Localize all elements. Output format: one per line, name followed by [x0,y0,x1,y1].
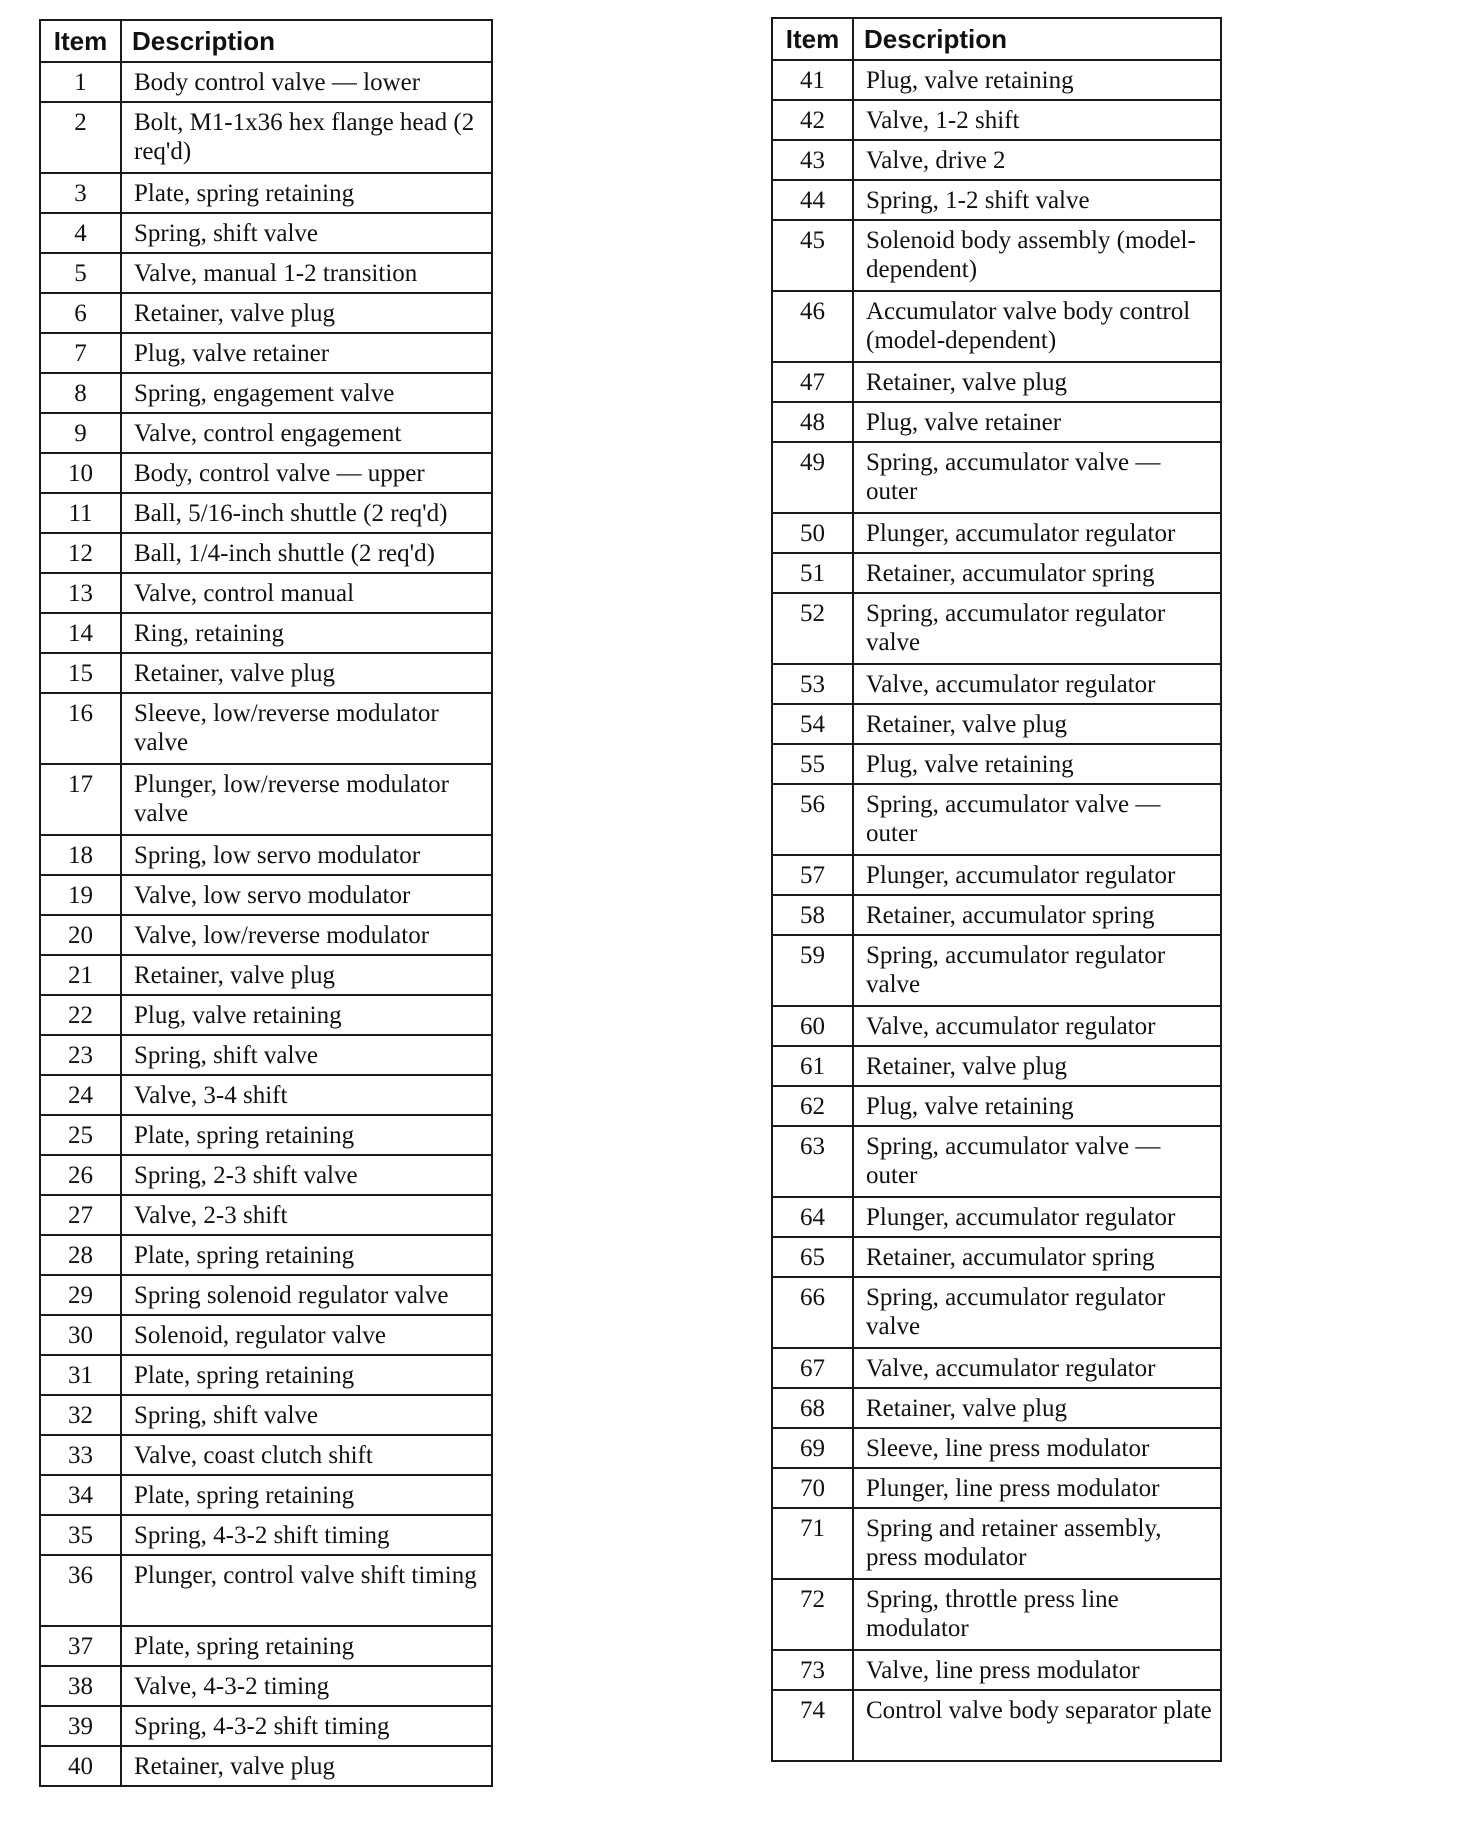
item-number: 8 [40,373,121,413]
item-description: Plunger, accumulator regulator [853,513,1221,553]
item-number: 48 [772,402,853,442]
table-row [772,1579,1221,1650]
item-number: 19 [40,875,121,915]
item-number: 23 [40,1035,121,1075]
table-row [40,835,492,875]
table-row [40,373,492,413]
item-description: Sleeve, low/reverse modulator valve [121,693,492,764]
table-row [40,453,492,493]
item-number: 54 [772,704,853,744]
item-description: Plate, spring retaining [121,1626,492,1666]
item-number: 67 [772,1348,853,1388]
item-description: Plate, spring retaining [121,1355,492,1395]
item-number: 33 [40,1435,121,1475]
item-number: 59 [772,935,853,1006]
item-number: 2 [40,102,121,173]
table-row [40,1395,492,1435]
table-row [40,1155,492,1195]
item-number: 56 [772,784,853,855]
table-row [40,653,492,693]
item-number: 38 [40,1666,121,1706]
item-number: 14 [40,613,121,653]
table-row [40,915,492,955]
item-number: 12 [40,533,121,573]
item-description: Spring, 1-2 shift valve [853,180,1221,220]
item-number: 63 [772,1126,853,1197]
table-row [772,1388,1221,1428]
item-number: 47 [772,362,853,402]
item-number: 9 [40,413,121,453]
table-row [40,1115,492,1155]
item-description: Spring and retainer assembly, press modulator [853,1508,1221,1579]
item-description: Valve, 1-2 shift [853,100,1221,140]
item-description: Spring, accumulator valve — outer [853,442,1221,513]
item-description: Retainer, valve plug [853,704,1221,744]
item-number: 40 [40,1746,121,1786]
item-description: Plate, spring retaining [121,1115,492,1155]
item-description: Sleeve, line press modulator [853,1428,1221,1468]
item-description: Valve, accumulator regulator [853,1348,1221,1388]
item-description: Ring, retaining [121,613,492,653]
item-number: 69 [772,1428,853,1468]
item-number: 24 [40,1075,121,1115]
item-description: Spring, accumulator regulator valve [853,593,1221,664]
item-description: Retainer, valve plug [121,1746,492,1786]
table-row [40,173,492,213]
item-description: Spring, 2-3 shift valve [121,1155,492,1195]
item-description: Retainer, accumulator spring [853,1237,1221,1277]
table-row [40,613,492,653]
table-row [40,764,492,835]
item-number: 58 [772,895,853,935]
table-row [40,1555,492,1626]
item-description: Plate, spring retaining [121,173,492,213]
item-description: Body control valve — lower [121,62,492,102]
table-row [772,402,1221,442]
item-number: 70 [772,1468,853,1508]
item-description: Spring, accumulator regulator valve [853,1277,1221,1348]
item-number: 25 [40,1115,121,1155]
item-description: Valve, control manual [121,573,492,613]
item-description: Spring solenoid regulator valve [121,1275,492,1315]
table-row [40,1315,492,1355]
item-description: Solenoid, regulator valve [121,1315,492,1355]
item-number: 68 [772,1388,853,1428]
item-description: Valve, coast clutch shift [121,1435,492,1475]
table-row [772,140,1221,180]
table-row [40,293,492,333]
item-description: Plunger, accumulator regulator [853,1197,1221,1237]
table-row [40,955,492,995]
table-row [40,413,492,453]
item-column-header: Item [772,18,853,60]
item-number: 55 [772,744,853,784]
item-description: Plunger, low/reverse modulator valve [121,764,492,835]
item-description: Valve, low servo modulator [121,875,492,915]
item-number: 28 [40,1235,121,1275]
item-number: 37 [40,1626,121,1666]
item-description: Plunger, accumulator regulator [853,855,1221,895]
table-row [772,704,1221,744]
table-row [40,1746,492,1786]
table-row [40,1475,492,1515]
table-row [772,895,1221,935]
item-number: 42 [772,100,853,140]
item-number: 46 [772,291,853,362]
table-row [772,1237,1221,1277]
item-number: 61 [772,1046,853,1086]
table-row [772,1277,1221,1348]
table-row [40,995,492,1035]
item-number: 13 [40,573,121,613]
item-description: Valve, control engagement [121,413,492,453]
table-row [772,1650,1221,1690]
table-row [40,213,492,253]
item-description: Spring, 4-3-2 shift timing [121,1515,492,1555]
item-description: Spring, low servo modulator [121,835,492,875]
table-row [772,1690,1221,1761]
table-row [772,1046,1221,1086]
item-description: Body, control valve — upper [121,453,492,493]
item-number: 39 [40,1706,121,1746]
table-row [40,693,492,764]
item-description: Valve, low/reverse modulator [121,915,492,955]
table-row [772,220,1221,291]
table-row [772,60,1221,100]
table-row [40,333,492,373]
table-row [40,875,492,915]
item-number: 26 [40,1155,121,1195]
parts-table-left [39,19,493,1787]
item-number: 29 [40,1275,121,1315]
item-description: Valve, 3-4 shift [121,1075,492,1115]
table-row [772,553,1221,593]
description-column-header: Description [121,20,492,62]
item-description: Spring, shift valve [121,1395,492,1435]
table-row [772,593,1221,664]
item-number: 10 [40,453,121,493]
item-description: Solenoid body assembly (model-dependent) [853,220,1221,291]
item-number: 21 [40,955,121,995]
item-description: Plug, valve retaining [853,60,1221,100]
item-description: Control valve body separator plate [853,1690,1221,1761]
table-row [772,1086,1221,1126]
item-description: Plug, valve retainer [121,333,492,373]
item-number: 65 [772,1237,853,1277]
table-row [772,1468,1221,1508]
item-description: Retainer, valve plug [121,653,492,693]
item-description: Retainer, valve plug [853,362,1221,402]
item-number: 57 [772,855,853,895]
item-column-header: Item [40,20,121,62]
table-header-row [40,20,492,62]
item-description: Spring, 4-3-2 shift timing [121,1706,492,1746]
item-description: Spring, throttle press line modulator [853,1579,1221,1650]
item-number: 52 [772,593,853,664]
item-number: 17 [40,764,121,835]
item-number: 32 [40,1395,121,1435]
description-column-header: Description [853,18,1221,60]
table-row [40,1706,492,1746]
table-row [40,1515,492,1555]
table-row [40,1435,492,1475]
table-header-row [772,18,1221,60]
table-row [772,180,1221,220]
item-number: 50 [772,513,853,553]
item-number: 36 [40,1555,121,1626]
item-description: Spring, shift valve [121,213,492,253]
item-description: Spring, accumulator valve — outer [853,1126,1221,1197]
item-number: 43 [772,140,853,180]
item-description: Spring, shift valve [121,1035,492,1075]
item-description: Plug, valve retaining [121,995,492,1035]
table-row [772,1348,1221,1388]
item-description: Valve, drive 2 [853,140,1221,180]
table-row [772,784,1221,855]
table-row [40,1195,492,1235]
item-number: 22 [40,995,121,1035]
item-number: 15 [40,653,121,693]
table-row [40,62,492,102]
item-description: Plate, spring retaining [121,1475,492,1515]
item-number: 34 [40,1475,121,1515]
item-number: 53 [772,664,853,704]
item-number: 18 [40,835,121,875]
table-row [40,1235,492,1275]
item-number: 3 [40,173,121,213]
table-row [40,1355,492,1395]
table-row [772,744,1221,784]
item-description: Valve, 4-3-2 timing [121,1666,492,1706]
item-description: Plate, spring retaining [121,1235,492,1275]
item-number: 4 [40,213,121,253]
item-description: Valve, 2-3 shift [121,1195,492,1235]
item-number: 66 [772,1277,853,1348]
table-row [40,533,492,573]
item-number: 41 [772,60,853,100]
table-row [40,253,492,293]
parts-table-right [771,17,1222,1762]
table-row [40,102,492,173]
item-number: 64 [772,1197,853,1237]
item-description: Plunger, control valve shift timing [121,1555,492,1626]
item-number: 44 [772,180,853,220]
item-number: 35 [40,1515,121,1555]
item-number: 6 [40,293,121,333]
item-number: 62 [772,1086,853,1126]
item-description: Valve, manual 1-2 transition [121,253,492,293]
item-description: Retainer, accumulator spring [853,553,1221,593]
item-description: Retainer, valve plug [121,955,492,995]
item-description: Ball, 1/4-inch shuttle (2 req'd) [121,533,492,573]
table-row [772,291,1221,362]
item-description: Retainer, valve plug [853,1388,1221,1428]
table-row [40,1666,492,1706]
item-description: Ball, 5/16-inch shuttle (2 req'd) [121,493,492,533]
item-description: Retainer, accumulator spring [853,895,1221,935]
table-row [772,100,1221,140]
item-description: Retainer, valve plug [121,293,492,333]
item-number: 31 [40,1355,121,1395]
table-row [772,1428,1221,1468]
item-number: 5 [40,253,121,293]
table-row [772,1126,1221,1197]
item-number: 11 [40,493,121,533]
item-number: 30 [40,1315,121,1355]
table-row [772,855,1221,895]
table-row [772,664,1221,704]
table-row [772,513,1221,553]
item-description: Valve, line press modulator [853,1650,1221,1690]
item-description: Valve, accumulator regulator [853,664,1221,704]
item-number: 49 [772,442,853,513]
item-number: 72 [772,1579,853,1650]
table-row [40,1275,492,1315]
item-number: 20 [40,915,121,955]
item-description: Bolt, M1-1x36 hex flange head (2 req'd) [121,102,492,173]
item-number: 51 [772,553,853,593]
item-description: Valve, accumulator regulator [853,1006,1221,1046]
item-description: Plug, valve retainer [853,402,1221,442]
item-number: 60 [772,1006,853,1046]
item-description: Accumulator valve body control (model-dependent) [853,291,1221,362]
item-number: 7 [40,333,121,373]
table-row [772,362,1221,402]
table-row [40,573,492,613]
item-description: Retainer, valve plug [853,1046,1221,1086]
table-row [40,1626,492,1666]
item-description: Plunger, line press modulator [853,1468,1221,1508]
item-description: Spring, accumulator valve — outer [853,784,1221,855]
item-description: Plug, valve retaining [853,744,1221,784]
item-number: 27 [40,1195,121,1235]
item-number: 16 [40,693,121,764]
item-number: 45 [772,220,853,291]
table-row [772,442,1221,513]
table-row [772,1197,1221,1237]
item-description: Spring, engagement valve [121,373,492,413]
table-row [772,935,1221,1006]
item-number: 71 [772,1508,853,1579]
table-row [772,1006,1221,1046]
table-row [40,1075,492,1115]
table-row [40,493,492,533]
table-row [772,1508,1221,1579]
item-description: Plug, valve retaining [853,1086,1221,1126]
item-number: 73 [772,1650,853,1690]
item-number: 1 [40,62,121,102]
table-row [40,1035,492,1075]
item-number: 74 [772,1690,853,1761]
item-description: Spring, accumulator regulator valve [853,935,1221,1006]
